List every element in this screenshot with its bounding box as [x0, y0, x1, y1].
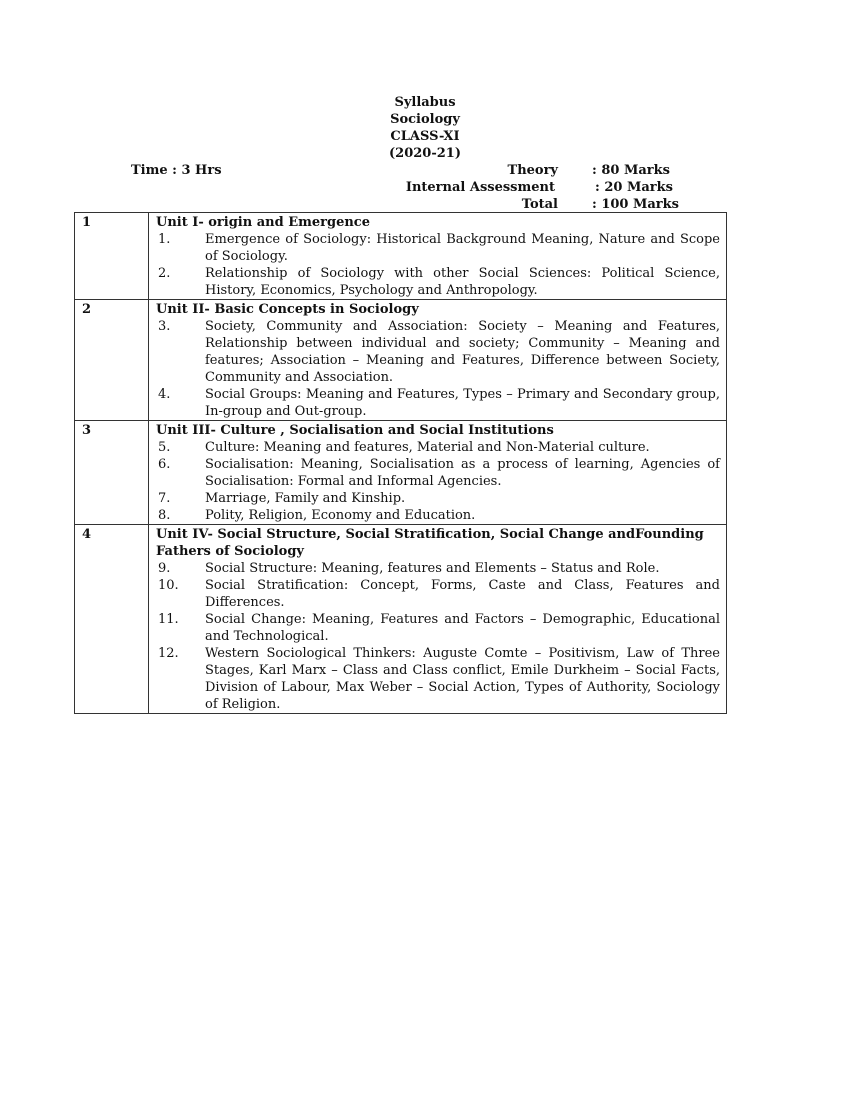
topic-text: Social Groups: Meaning and Features, Types – Primary and Secondary group, In-group and Out-group. — [205, 387, 720, 419]
topic-text: Polity, Religion, Economy and Education. — [205, 508, 476, 523]
unit-content — [149, 421, 727, 525]
topic-number: 11. — [158, 612, 179, 627]
topic-number: 6. — [158, 457, 171, 472]
topic-item — [156, 318, 720, 386]
unit-title: Unit II- Basic Concepts in Sociology — [156, 302, 419, 317]
topic-text: Socialisation: Meaning, Socialisation as a process of learning, Agencies of Socialisation: Formal and Informal Agencies. — [205, 457, 720, 489]
topic-text: Social Structure: Meaning, features and Elements – Status and Role. — [205, 561, 660, 576]
unit-content — [149, 525, 727, 714]
doc-title: Syllabus — [394, 95, 456, 110]
unit-row — [75, 213, 727, 300]
topic-text: Relationship of Sociology with other Social Sciences: Political Science, History, Economics, Psychology and Anthropology. — [205, 266, 720, 298]
unit-number: 4 — [75, 525, 149, 714]
topic-number: 5. — [158, 440, 171, 455]
topic-item — [156, 386, 720, 420]
document-header — [0, 94, 850, 162]
unit-content — [149, 300, 727, 421]
topic-text: Social Change: Meaning, Features and Factors – Demographic, Educational and Technological. — [205, 612, 720, 644]
doc-year: (2020-21) — [389, 146, 461, 161]
unit-number: 2 — [75, 300, 149, 421]
syllabus-table — [74, 212, 727, 714]
topic-number: 9. — [158, 561, 171, 576]
topic-item — [156, 490, 720, 507]
doc-subject: Sociology — [390, 112, 460, 127]
marks-row-internal — [400, 179, 700, 196]
unit-number: 1 — [75, 213, 149, 300]
topic-number: 12. — [158, 646, 179, 661]
marks-value: : 80 Marks — [592, 163, 670, 178]
marks-distribution — [400, 162, 700, 213]
topic-number: 8. — [158, 508, 171, 523]
topic-text: Society, Community and Association: Society – Meaning and Features, Relationship between individual and society; Community – Meaning and features; Association – Meaning and Features, Difference between Society, Community and Association. — [205, 319, 720, 385]
topic-text: Culture: Meaning and features, Material and Non-Material culture. — [205, 440, 650, 455]
topic-item — [156, 507, 720, 524]
unit-content — [149, 213, 727, 300]
exam-duration: Time : 3 Hrs — [131, 163, 222, 178]
marks-label: Total — [521, 197, 558, 212]
unit-row — [75, 300, 727, 421]
topic-item — [156, 560, 720, 577]
topic-number: 10. — [158, 578, 179, 593]
topic-number: 3. — [158, 319, 171, 334]
marks-value: : 100 Marks — [592, 197, 679, 212]
unit-title: Unit I- origin and Emergence — [156, 215, 370, 230]
marks-row-theory — [400, 162, 700, 179]
topic-number: 2. — [158, 266, 171, 281]
topic-text: Western Sociological Thinkers: Auguste Comte – Positivism, Law of Three Stages, Karl Marx – Class and Class conflict, Emile Durkheim – Social Facts, Division of Labour, Max Weber – Social Action, Types of Authority, Sociology of Religion. — [205, 646, 720, 712]
topic-item — [156, 456, 720, 490]
unit-title: Unit III- Culture , Socialisation and Social Institutions — [156, 423, 554, 438]
topic-item — [156, 439, 720, 456]
topic-text: Emergence of Sociology: Historical Background Meaning, Nature and Scope of Sociology. — [205, 232, 720, 264]
marks-value: : 20 Marks — [595, 180, 673, 195]
topic-item — [156, 577, 720, 611]
topic-number: 1. — [158, 232, 171, 247]
unit-row — [75, 525, 727, 714]
topic-number: 7. — [158, 491, 171, 506]
unit-row — [75, 421, 727, 525]
topic-item — [156, 611, 720, 645]
unit-number: 3 — [75, 421, 149, 525]
doc-class: CLASS-XI — [390, 129, 460, 144]
unit-title: Unit IV- Social Structure, Social Stratification, Social Change andFounding Fathers of Sociology — [156, 527, 704, 559]
topic-item — [156, 645, 720, 713]
marks-label: Theory — [507, 163, 558, 178]
marks-row-total — [400, 196, 700, 213]
topic-text: Social Stratification: Concept, Forms, Caste and Class, Features and Differences. — [205, 578, 720, 610]
topic-number: 4. — [158, 387, 171, 402]
topic-text: Marriage, Family and Kinship. — [205, 491, 406, 506]
marks-label: Internal Assessment — [405, 180, 555, 195]
topic-item — [156, 231, 720, 265]
topic-item — [156, 265, 720, 299]
